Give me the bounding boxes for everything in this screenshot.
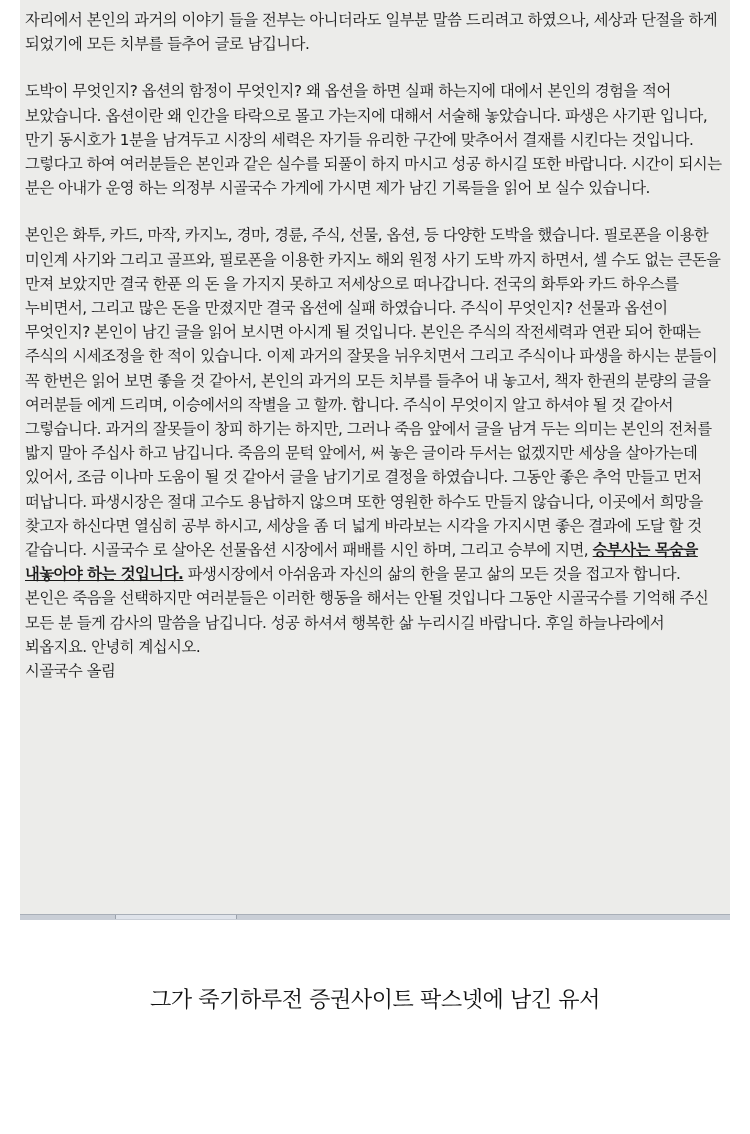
horizontal-scrollbar[interactable] xyxy=(20,914,730,920)
signature: 시골국수 올림 xyxy=(25,662,116,681)
confession-text: 본인은 화투, 카드, 마작, 카지노, 경마, 경륜, 주식, 선물, 옵션, 등 다양한 도박을 했습니다. 필로폰을 이용한 미인계 사기와 그리고 골프와, 필로폰을 이용한 카지노 해외 원정 사기 도박 까지 하면서, 셀 수도 없는 큰돈을 만져 보았지만 결국 한푼 의 돈 을 가지지 못하고 저세상으로 떠나갑니다. 전국의 화투와 카드 하우스를 누비면서, 그리고 많은 돈을 만졌지만 결국 옵션에 실패 하였습니다. 주식이 무엇인지? 선물과 옵션이 무엇인지? 본인이 남긴 글을 읽어 보시면 아시게 될 것입니다. 본인은 주식의 작전세력과 연관 되어 한때는 주식의 시세조정을 한 적이 있습니다. 이제 과거의 잘못을 뉘우치면서 그리고 주식이나 파생을 하시는 분들이 꼭 한번은 읽어 보면 좋을 것 같아서, 본인의 과거의 모든 치부를 들추어 내 놓고서, 책자 한권의 분량의 글을 여러분들 에게 드리며, 이승에서의 작별을 고 할까. 합니다. 주식이 무엇이지 알고 하셔야 될 것 같아서 그렇습니다. 과거의 잘못들이 창피 하기는 하지만, 그러나 죽음 앞에서 글을 남겨 두는 의미는 본인의 전처를 밟지 말아 주십사 하고 남깁니다. 죽음의 문턱 앞에서, 써 놓은 글이라 두서는 없겠지만 세상을 살아가는데 있어서, 조금 이나마 도움이 될 것 같아서 글을 남기기로 결정을 하였습니다. 그동안 좋은 추억 만들고 먼저 떠납니다. 파생시장은 절대 고수도 용납하지 않으며 또한 영원한 하수도 만들지 않습니다, 이곳에서 희망을 찾고자 하신다면 열심히 공부 하시고, 세상을 좀 더 넓게 바라보는 시각을 가지시면 좋은 결과에 도달 할 것 같습니다. 시골국수 로 살아온 선물옵션 시장에서 패배를 시인 하며, 그리고 승부에 지면, xyxy=(25,226,721,560)
paragraph-intro: 자리에서 본인의 과거의 이야기 들을 전부는 아니더라도 일부분 말씀 드리려고 하였으나, 세상과 단절을 하게 되었기에 모든 치부를 들추어 글로 남깁니다. xyxy=(25,11,718,54)
paragraph-options: 도박이 무엇인지? 옵션의 함정이 무엇인지? 왜 옵션을 하면 실패 하는지에 대에서 본인의 경험을 적어 보았습니다. 옵션이란 왜 인간을 타락으로 몰고 가는지에 대해서 서술해 놓았습니다. 파생은 사기판 입니다, 만기 동시호가 1분을 남겨두고 시장의 세력은 자기들 유리한 구간에 맞추어서 결재를 시킨다는 것입니다. 그렇다고 하여 여러분들은 본인과 같은 실수를 되풀이 하지 마시고 성공 하시길 또한 바랍니다. 시간이 되시는 분은 아내가 운영 하는 의정부 시골국수 가게에 가시면 제가 남긴 기록들을 읽어 보 실수 있습니다. xyxy=(25,82,722,198)
emphasized-sentence: 승부사는 목숨을 내놓아야 하는 것입니다. xyxy=(25,541,698,584)
screenshot-panel xyxy=(20,0,730,920)
confession-closing: 파생시장에서 아쉬움과 자신의 삶의 한을 묻고 삶의 모든 것을 접고자 합니다. 본인은 죽음을 선택하지만 여러분들은 이러한 행동을 해서는 안될 것입니다 그동안 시골국수를 기억해 주신 모든 분 들게 감사의 말씀을 남깁니다. 성공 하셔셔 행복한 삶 누리시길 바랍니다. 후일 하늘나라에서 뵈옵지요. 안녕히 계십시오. xyxy=(25,565,709,656)
caption: 그가 죽기하루전 증권사이트 팍스넷에 남긴 유서 xyxy=(149,988,600,1013)
scrollbar-thumb[interactable] xyxy=(115,915,237,919)
post-body xyxy=(25,8,725,683)
paragraph-confession xyxy=(25,223,725,683)
